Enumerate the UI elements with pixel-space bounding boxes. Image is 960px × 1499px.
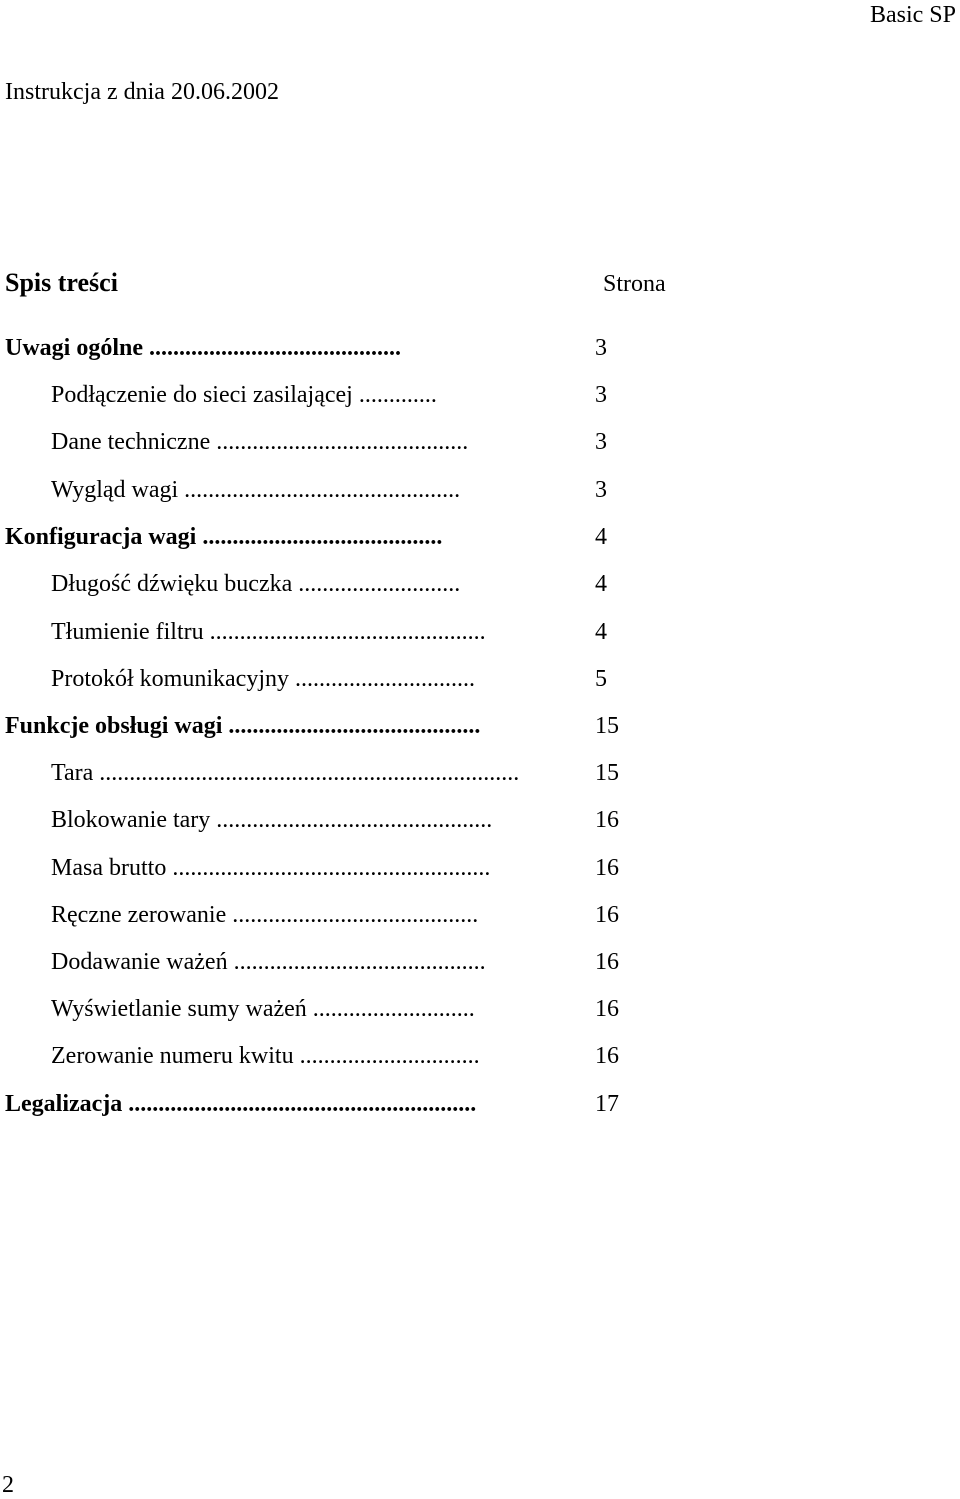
toc-entry-page: 3	[595, 382, 607, 408]
toc-entry[interactable]	[0, 620, 700, 650]
toc-entry-label: Długość dźwięku buczka ...........................	[51, 571, 461, 597]
toc-entry-page: 16	[595, 855, 619, 881]
toc-title: Spis treści	[5, 268, 118, 297]
toc-entry-page: 4	[595, 524, 607, 550]
toc-entry[interactable]	[0, 714, 700, 744]
toc-entry-label: Podłączenie do sieci zasilającej .............	[51, 382, 437, 408]
toc-entry-label: Masa brutto .....................................................	[51, 855, 491, 881]
toc-entry[interactable]	[0, 950, 700, 980]
toc-entry-label: Blokowanie tary ..............................................	[51, 807, 493, 833]
toc-entry[interactable]	[0, 525, 700, 555]
toc-entry-page: 16	[595, 949, 619, 975]
toc-entry-page: 3	[595, 429, 607, 455]
toc-entry-page: 16	[595, 996, 619, 1022]
toc-entry-label: Wygląd wagi ..............................................	[51, 477, 461, 503]
toc-entry-page: 3	[595, 477, 607, 503]
toc-entry-page: 17	[595, 1091, 619, 1117]
toc-entry-label: Dane techniczne ..........................................	[51, 429, 469, 455]
toc-entry-page: 16	[595, 807, 619, 833]
toc-entry-label: Zerowanie numeru kwitu ..............................	[51, 1043, 480, 1069]
toc-entry-label: Dodawanie ważeń ..........................................	[51, 949, 486, 975]
toc-page-heading: Strona	[603, 271, 666, 297]
toc-entry[interactable]	[0, 572, 700, 602]
toc-entry[interactable]	[0, 997, 700, 1027]
toc-entry-page: 15	[595, 713, 619, 739]
document-subtitle: Instrukcja z dnia 20.06.2002	[5, 79, 279, 105]
toc-entry-label: Legalizacja ..........................................................	[5, 1091, 477, 1117]
toc-entry-page: 16	[595, 902, 619, 928]
toc-entry-label: Funkcje obsługi wagi ..........................................	[5, 713, 481, 739]
toc-entry[interactable]	[0, 1092, 700, 1122]
toc-entry-page: 16	[595, 1043, 619, 1069]
toc-entry-label: Protokół komunikacyjny ..............................	[51, 666, 475, 692]
toc-entry[interactable]	[0, 903, 700, 933]
toc-entry[interactable]	[0, 383, 700, 413]
toc-entry[interactable]	[0, 430, 700, 460]
toc-entry[interactable]	[0, 856, 700, 886]
toc-entry[interactable]	[0, 761, 700, 791]
toc-entry-page: 5	[595, 666, 607, 692]
toc-entry[interactable]	[0, 336, 700, 366]
toc-entry-label: Konfiguracja wagi ........................................	[5, 524, 443, 550]
toc-entry-page: 4	[595, 571, 607, 597]
toc-entry-page: 3	[595, 335, 607, 361]
toc-entry[interactable]	[0, 1044, 700, 1074]
toc-entry[interactable]	[0, 478, 700, 508]
toc-entry[interactable]	[0, 667, 700, 697]
toc-entry[interactable]	[0, 808, 700, 838]
page-number: 2	[2, 1472, 14, 1498]
toc-entry-page: 4	[595, 619, 607, 645]
toc-entry-label: Wyświetlanie sumy ważeń ...........................	[51, 996, 475, 1022]
toc-entry-label: Ręczne zerowanie .........................................	[51, 902, 479, 928]
toc-entry-page: 15	[595, 760, 619, 786]
toc-entry-label: Uwagi ogólne ..........................................	[5, 335, 401, 361]
toc-entry-label: Tłumienie filtru ..............................................	[51, 619, 486, 645]
product-name: Basic SP	[869, 2, 956, 28]
toc-entry-label: Tara ......................................................................	[51, 760, 520, 786]
